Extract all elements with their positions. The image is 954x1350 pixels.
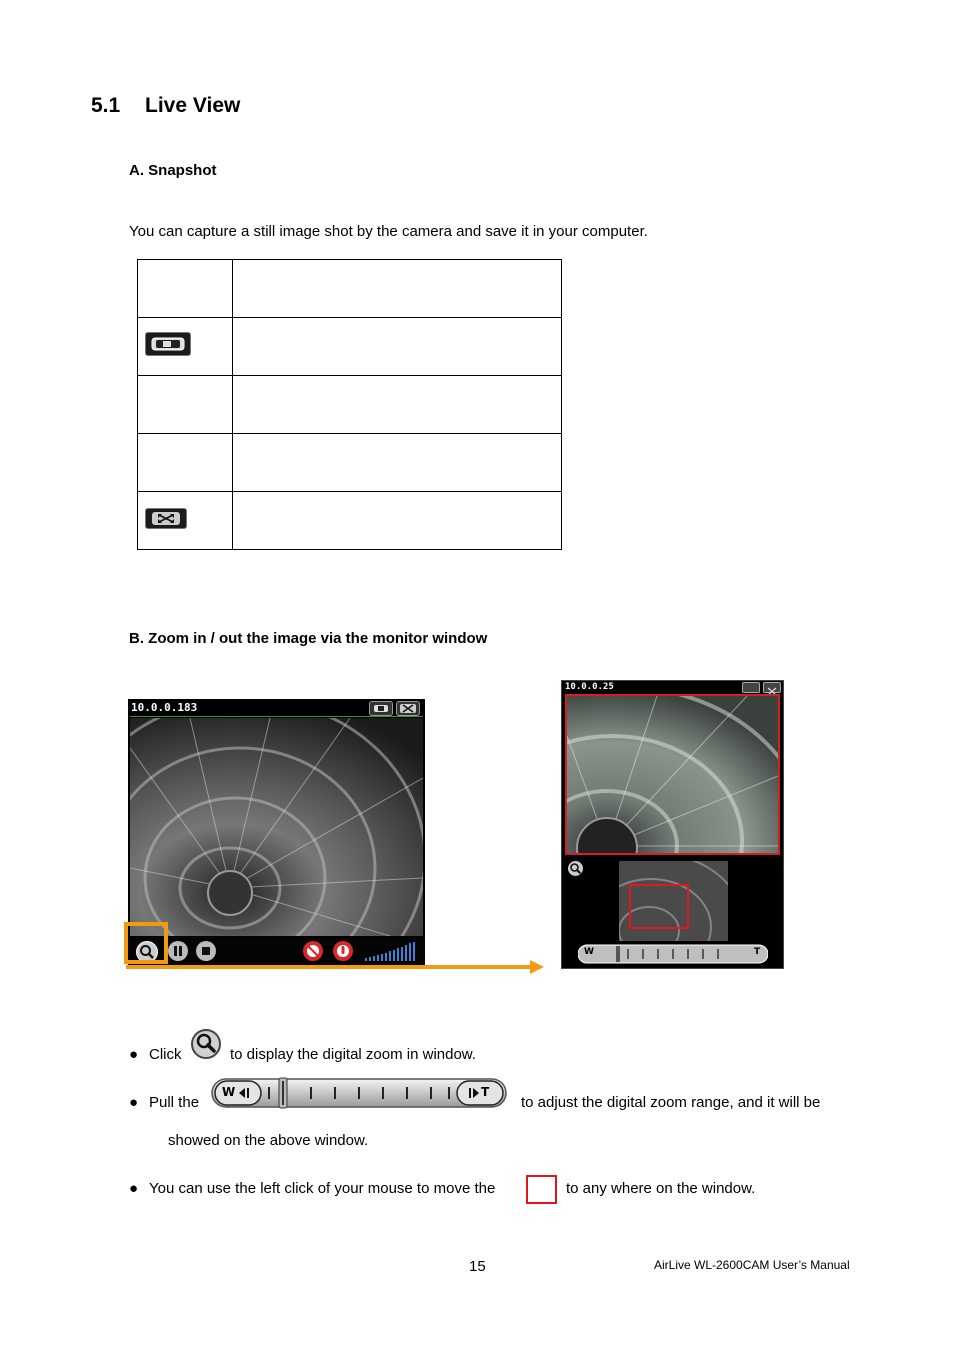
- camera-ip-label: 10.0.0.183: [131, 701, 198, 714]
- toolbar-icon-table: [137, 259, 562, 550]
- monitor-titlebar: [128, 699, 425, 717]
- snapshot-button[interactable]: [369, 701, 393, 716]
- fullscreen-button[interactable]: [763, 682, 781, 693]
- bullet-text: Click: [149, 1046, 182, 1063]
- bullet-click: [129, 1046, 182, 1063]
- mute-speaker-button[interactable]: [303, 941, 323, 961]
- snapshot-heading: A. Snapshot: [129, 162, 217, 179]
- slider-tele-label: T: [481, 1085, 490, 1099]
- bullet-dot-icon: ●: [129, 1180, 139, 1197]
- table-row: [138, 434, 562, 492]
- section-title: Live View: [145, 94, 241, 117]
- zoom-area-box-icon: [526, 1175, 557, 1204]
- highlight-arrow-head: [530, 960, 544, 974]
- table-row: [138, 492, 562, 550]
- monitor-titlebar: [562, 681, 783, 693]
- bullet-move: [129, 1180, 495, 1197]
- bullet-text: You can use the left click of your mouse to move the: [149, 1180, 496, 1197]
- bullet-dot-icon: ●: [129, 1046, 139, 1063]
- bullet-pull: [129, 1094, 199, 1111]
- zoom-thumbnail: [619, 861, 728, 941]
- fullscreen-button[interactable]: [396, 701, 420, 716]
- bullet-dot-icon: ●: [129, 1094, 139, 1111]
- slider-wide-label: W: [222, 1085, 236, 1099]
- zoom-button-highlight: [124, 922, 168, 964]
- monitor-window: [128, 699, 425, 965]
- fullscreen-icon[interactable]: [145, 508, 187, 529]
- bullet-text: Pull the: [149, 1094, 200, 1111]
- zoom-magnifier-button[interactable]: [568, 861, 583, 876]
- snapshot-description: You can capture a still image shot by the camera and save it in your computer.: [129, 223, 648, 240]
- page-number: 15: [469, 1258, 486, 1275]
- volume-level-icon[interactable]: [365, 941, 419, 961]
- highlight-arrow-line: [126, 965, 534, 969]
- bullet-text: to adjust the digital zoom range, and it will be: [521, 1094, 821, 1111]
- bullet-text: to any where on the window.: [566, 1180, 756, 1197]
- monitor-control-bar: [128, 937, 425, 965]
- table-row: [138, 318, 562, 376]
- zoom-monitor-window: [561, 680, 784, 969]
- zoom-slider-icon: [211, 1076, 507, 1110]
- slider-tele-label: T: [754, 947, 761, 957]
- table-row: [138, 260, 562, 318]
- snapshot-button[interactable]: [742, 682, 760, 693]
- table-row: [138, 376, 562, 434]
- zoomed-camera-image: [565, 694, 780, 855]
- bullet-text: to display the digital zoom in window.: [230, 1046, 476, 1063]
- slider-wide-label: W: [584, 947, 594, 957]
- zoom-area-box[interactable]: [629, 884, 689, 929]
- manual-title: AirLive WL-2600CAM User’s Manual: [654, 1258, 850, 1272]
- pause-button[interactable]: [168, 941, 188, 961]
- zoom-slider[interactable]: [578, 943, 768, 965]
- section-number: 5.1: [91, 94, 121, 117]
- section-heading: [91, 94, 240, 118]
- zoom-heading: B. Zoom in / out the image via the monitor window: [129, 630, 488, 647]
- snapshot-icon[interactable]: [145, 332, 191, 356]
- mute-microphone-button[interactable]: [333, 941, 353, 961]
- zoom-magnifier-icon: [190, 1028, 222, 1060]
- camera-ip-label: 10.0.0.25: [565, 682, 614, 692]
- camera-live-image: [130, 718, 423, 936]
- bullet-text: showed on the above window.: [168, 1132, 369, 1149]
- stop-button[interactable]: [196, 941, 216, 961]
